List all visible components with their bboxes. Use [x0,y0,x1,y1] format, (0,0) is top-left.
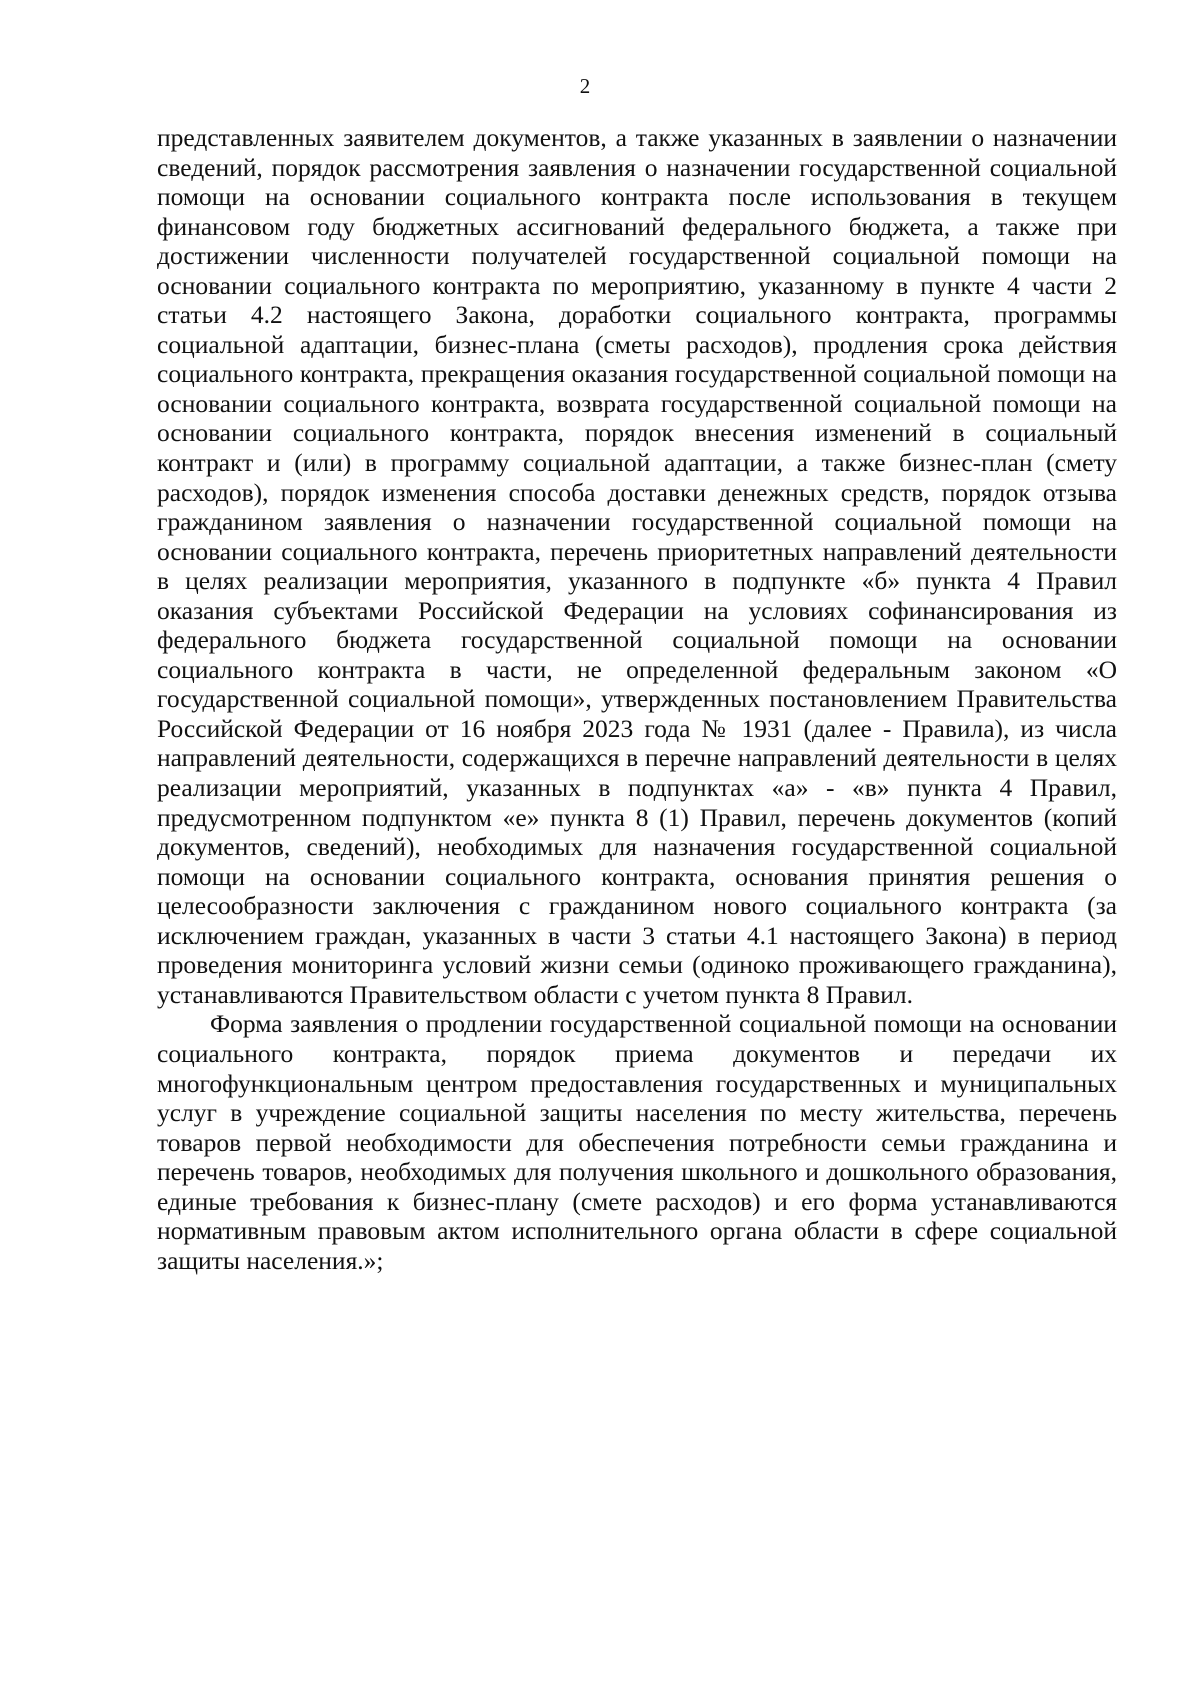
document-body [157,123,1117,1275]
page-number: 2 [579,74,591,98]
paragraph-2: Форма заявления о продлении государственной социальной помощи на основании социального контракта, порядок приема документов и передачи их многофункциональным центром предоставления государственных и муниципальных услуг в учреждение социальной защиты населения по месту жительства, перечень товаров первой необходимости для обеспечения потребности семьи гражданина и перечень товаров, необходимых для получения школьного и дошкольного образования, единые требования к бизнес-плану (смете расходов) и его форма устанавливаются нормативным правовым актом исполнительного органа области в сфере социальной защиты населения.»; [157,1009,1117,1275]
paragraph-1: представленных заявителем документов, а также указанных в заявлении о назначении сведений, порядок рассмотрения заявления о назначении государственной социальной помощи на основании социального контракта после использования в текущем финансовом году бюджетных ассигнований федерального бюджета, а также при достижении численности получателей государственной социальной помощи на основании социального контракта по мероприятию, указанному в пункте 4 части 2 статьи 4.2 настоящего Закона, доработки социального контракта, программы социальной адаптации, бизнес-плана (сметы расходов), продления срока действия социального контракта, прекращения оказания государственной социальной помощи на основании социального контракта, возврата государственной социальной помощи на основании социального контракта, порядок внесения изменений в социальный контракт и (или) в программу социальной адаптации, а также бизнес-план (смету расходов), порядок изменения способа доставки денежных средств, порядок отзыва гражданином заявления о назначении государственной социальной помощи на основании социального контракта, перечень приоритетных направлений деятельности в целях реализации мероприятия, указанного в подпункте «б» пункта 4 Правил оказания субъектами Российской Федерации на условиях софинансирования из федерального бюджета государственной социальной помощи на основании социального контракта в части, не определенной федеральным законом «О государственной социальной помощи», утвержденных постановлением Правительства Российской Федерации от 16 ноября 2023 года № 1931 (далее - Правила), из числа направлений деятельности, содержащихся в перечне направлений деятельности в целях реализации мероприятий, указанных в подпунктах «а» - «в» пункта 4 Правил, предусмотренном подпунктом «е» пункта 8 (1) Правил, перечень документов (копий документов, сведений), необходимых для назначения государственной социальной помощи на основании социального контракта, основания принятия решения о целесообразности заключения с гражданином нового социального контракта (за исключением граждан, указанных в части 3 статьи 4.1 настоящего Закона) в период проведения мониторинга условий жизни семьи (одиноко проживающего гражданина), устанавливаются Правительством области с учетом пункта 8 Правил. [157,123,1117,1009]
